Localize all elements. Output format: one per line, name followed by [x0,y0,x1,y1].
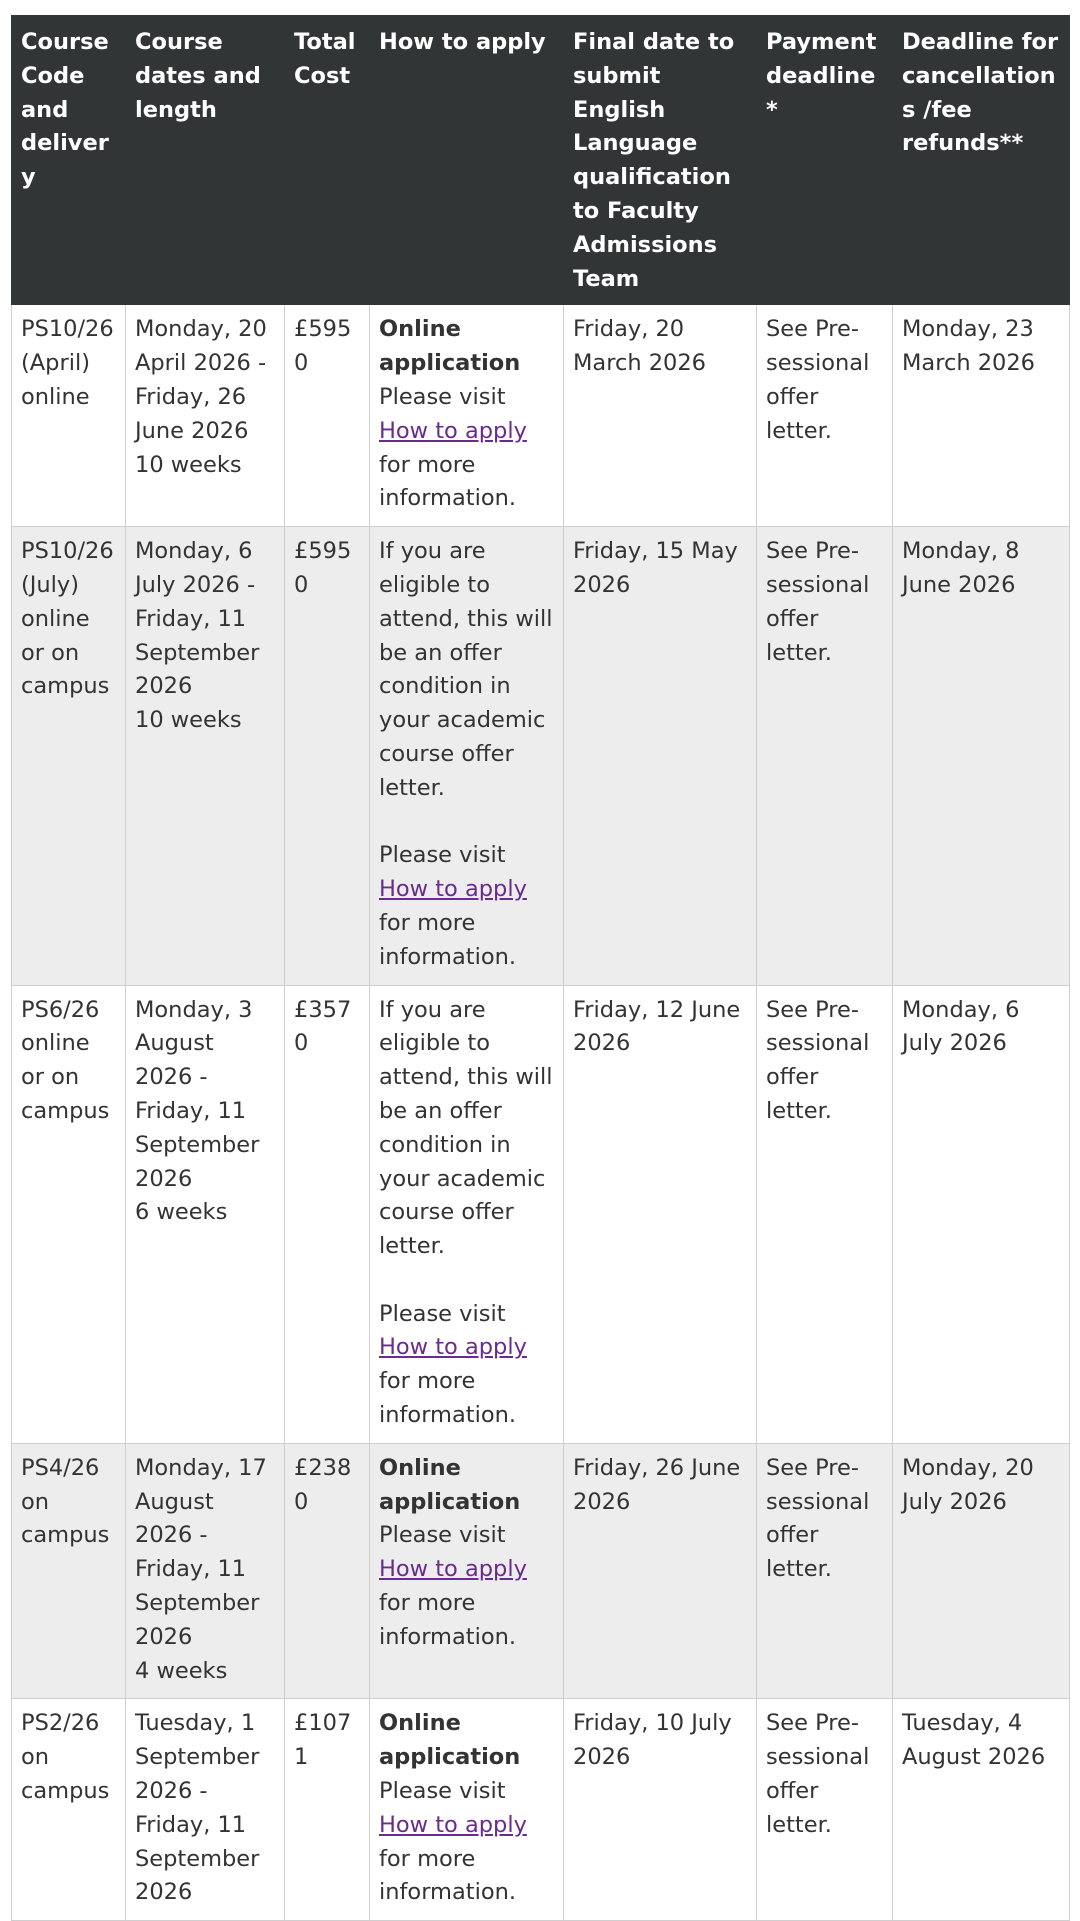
english-deadline-cell: Friday, 12 June 2026 [564,985,757,1443]
more-info-text: for more information. [379,909,517,970]
table-row [12,305,1070,527]
how-to-apply-cell [370,305,564,527]
eligibility-text: If you are eligible to attend, this will be an offer condition in your academic course offer letter. [379,538,553,801]
more-info-text: for more information. [379,1845,517,1906]
please-visit-text: Please visit [379,842,506,869]
english-deadline-cell: Friday, 20 March 2026 [564,305,757,527]
course-length: 4 weeks [135,1657,228,1684]
course-dates: Monday, 20 April 2026 - Friday, 26 June 2026 [135,316,267,444]
more-info-text: for more information. [379,1368,517,1429]
course-dates-cell [126,985,285,1443]
how-to-apply-link[interactable]: How to apply [379,876,527,903]
course-code-cell: PS6/26 online or on campus [12,985,126,1443]
table-row [12,527,1070,985]
header-row [12,16,1070,305]
refund-deadline-cell: Monday, 6 July 2026 [893,985,1070,1443]
presessional-course-table [11,15,1070,1921]
course-dates: Monday, 3 August 2026 - Friday, 11 September 2026 [135,996,260,1192]
course-dates-cell [126,1443,285,1699]
english-deadline-cell: Friday, 10 July 2026 [564,1699,757,1921]
refund-deadline-cell: Tuesday, 4 August 2026 [893,1699,1070,1921]
please-visit-text: Please visit [379,383,506,410]
table-body [12,305,1070,1921]
english-deadline-cell: Friday, 15 May 2026 [564,527,757,985]
header-course-dates: Course dates and length [126,16,285,305]
header-how-to-apply: How to apply [370,16,564,305]
table-header [12,16,1070,305]
please-visit-text: Please visit [379,1522,506,1549]
table-row [12,1699,1070,1921]
refund-deadline-cell: Monday, 8 June 2026 [893,527,1070,985]
how-to-apply-link[interactable]: How to apply [379,1334,527,1361]
header-course-code: Course Code and delivery [12,16,126,305]
please-visit-text: Please visit [379,1778,506,1805]
more-info-text: for more information. [379,1590,517,1650]
header-refund-deadline: Deadline for cancellations /fee refunds** [893,16,1070,305]
header-total-cost: Total Cost [285,16,370,305]
course-dates-cell [126,305,285,527]
total-cost-cell: £5950 [285,527,370,985]
how-to-apply-cell [370,1443,564,1699]
total-cost-cell: £2380 [285,1443,370,1699]
online-application-label: Online application [379,1710,521,1771]
payment-deadline-cell: See Pre-sessional offer letter. [757,527,893,985]
course-dates-cell [126,527,285,985]
course-dates-cell [126,1699,285,1921]
payment-deadline-cell: See Pre-sessional offer letter. [757,985,893,1443]
header-payment-deadline: Payment deadline* [757,16,893,305]
how-to-apply-link[interactable]: How to apply [379,1811,527,1838]
course-dates: Monday, 6 July 2026 - Friday, 11 September 2026 [135,538,260,700]
please-visit-text: Please visit [379,1300,506,1327]
more-info-text: for more information. [379,451,517,512]
course-dates: Monday, 17 August 2026 - Friday, 11 September 2026 [135,1454,267,1650]
total-cost-cell: £5950 [285,305,370,527]
online-application-label: Online application [379,316,521,377]
english-deadline-cell: Friday, 26 June 2026 [564,1443,757,1699]
course-dates: Tuesday, 1 September 2026 - Friday, 11 September 2026 [135,1710,260,1906]
how-to-apply-link[interactable]: How to apply [379,1556,527,1583]
payment-deadline-cell: See Pre-sessional offer letter. [757,1443,893,1699]
course-code-cell: PS10/26 (April) online [12,305,126,527]
course-table-container [11,15,1069,1921]
payment-deadline-cell: See Pre-sessional offer letter. [757,305,893,527]
eligibility-text: If you are eligible to attend, this will be an offer condition in your academic course offer letter. [379,996,553,1260]
course-code-cell: PS4/26 on campus [12,1443,126,1699]
course-code-cell: PS10/26 (July) online or on campus [12,527,126,985]
course-length: 6 weeks [135,1199,228,1226]
how-to-apply-link[interactable]: How to apply [379,417,527,444]
total-cost-cell: £1071 [285,1699,370,1921]
how-to-apply-cell [370,985,564,1443]
online-application-label: Online application [379,1454,521,1515]
how-to-apply-cell [370,527,564,985]
how-to-apply-cell [370,1699,564,1921]
course-code-cell: PS2/26 on campus [12,1699,126,1921]
table-row [12,985,1070,1443]
refund-deadline-cell: Monday, 23 March 2026 [893,305,1070,527]
refund-deadline-cell: Monday, 20 July 2026 [893,1443,1070,1699]
payment-deadline-cell: See Pre-sessional offer letter. [757,1699,893,1921]
table-row [12,1443,1070,1699]
course-length: 10 weeks [135,707,242,734]
header-english-deadline: Final date to submit English Language qualification to Faculty Admissions Team [564,16,757,305]
total-cost-cell: £3570 [285,985,370,1443]
course-length: 10 weeks [135,451,242,478]
